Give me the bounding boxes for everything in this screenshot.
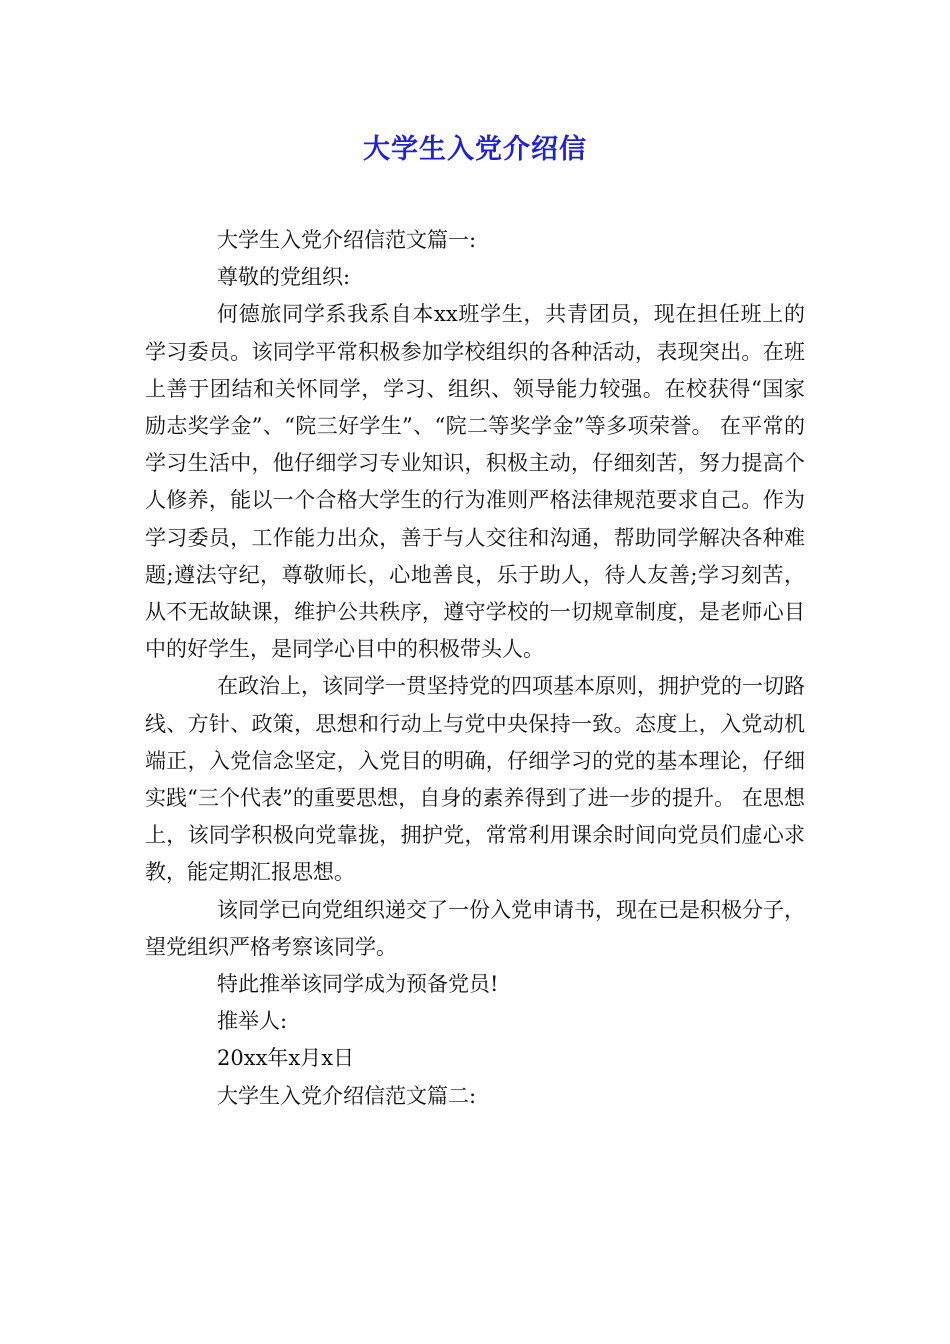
paragraph-political: 在政治上，该同学一贯坚持党的四项基本原则，拥护党的一切路线、方针、政策，思想和行动上与党中央保持一致。态度上，入党动机端正，入党信念坚定，入党目的明确，仔细学习的党的基本理论，仔细实践“三个代表”的重要思想，自身的素养得到了进一步的提升。 在思想上，该同学积极向党靠拢，拥护党，常常利用课余时间向党员们虚心求教，能定期汇报思想。 [145, 674, 805, 885]
paragraph-recommendation: 特此推举该同学成为预备党员! [217, 972, 499, 997]
paragraph-date: 20xx年x月x日 [217, 1046, 355, 1071]
document-body [145, 222, 805, 1115]
paragraph-section-heading-1: 大学生入党介绍信范文篇一: [217, 228, 477, 252]
paragraph-introduction: 何德旅同学系我系自本xx班学生，共青团员，现在担任班上的学习委员。该同学平常积极参加学校组织的各种活动，表现突出。在班上善于团结和关怀同学，学习、组织、领导能力较强。在校获得“国家励志奖学金”、“院三好学生”、“院二等奖学金”等多项荣誉。 在平常的学习生活中，他仔细学习专业知识，积极主动，仔细刻苦，努力提高个人修养，能以一个合格大学生的行为准则严格法律规范要求自己。作为学习委员，工作能力出众，善于与人交往和沟通，帮助同学解决各种难题;遵法守纪，尊敬师长，心地善良，乐于助人，待人友善;学习刻苦，从不无故缺课，维护公共秩序，遵守学校的一切规章制度，是老师心目中的好学生，是同学心目中的积极带头人。 [145, 302, 805, 662]
document-title: 大学生入党介绍信 [363, 134, 587, 165]
paragraph-application: 该同学已向党组织递交了一份入党申请书，现在已是积极分子，望党组织严格考察该同学。 [145, 897, 805, 959]
paragraph-section-heading-2: 大学生入党介绍信范文篇二: [217, 1083, 477, 1108]
paragraph-salutation: 尊敬的党组织: [217, 265, 351, 290]
paragraph-recommender: 推举人: [217, 1009, 288, 1034]
